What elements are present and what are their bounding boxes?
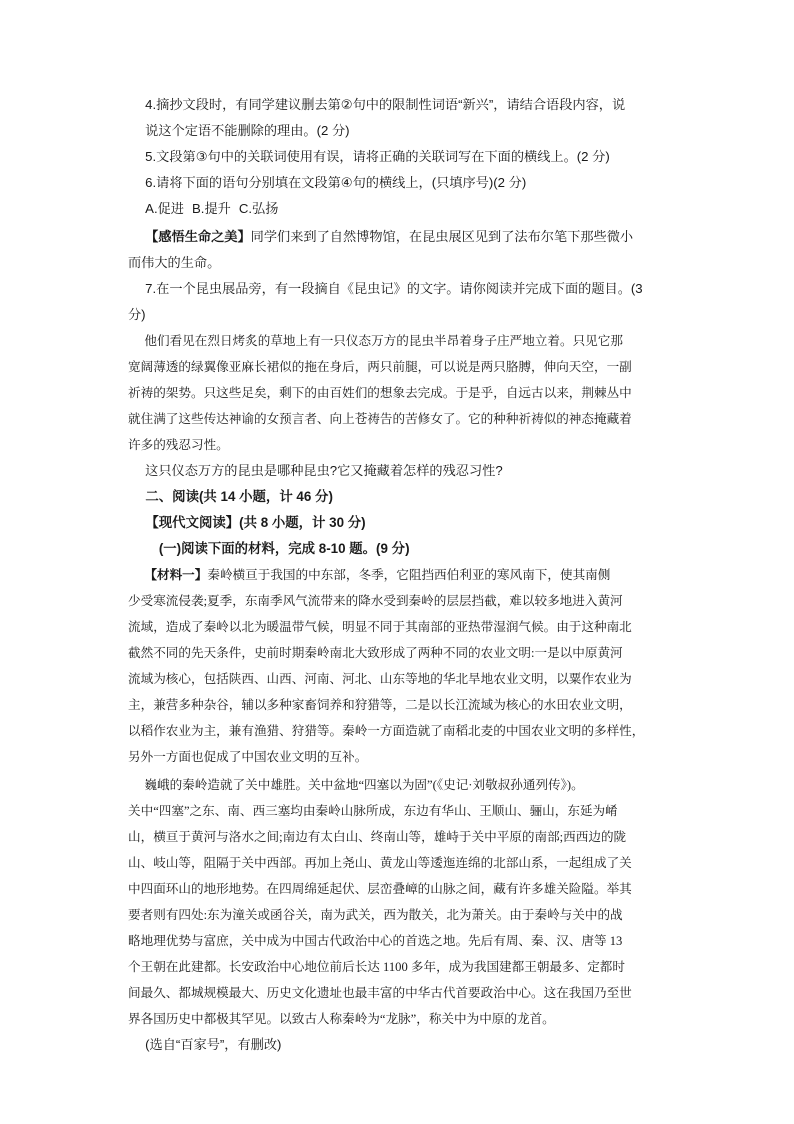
- material1-p2-line7: 略地理优势与富庶，关中成为中国古代政治中心的首选之地。先后有周、秦、汉、唐等 13: [128, 934, 623, 948]
- material1-p2-line6: 要者则有四处:东为潼关或函谷关，南为武关，西为散关，北为萧关。由于秦岭与关中的战: [128, 908, 623, 922]
- insect-passage-line2: 宽阔薄透的绿翼像亚麻长裙似的拖在身后，两只前腿，可以说是两只胳膊，伸向天空，一副: [128, 360, 632, 374]
- material1-line4: 截然不同的先天条件，史前时期秦岭南北大致形成了两种不同的农业文明:一是以中原黄河: [128, 646, 623, 660]
- insect-question: 这只仪态万方的昆虫是哪种昆虫?它又掩藏着怎样的残忍习性?: [145, 463, 503, 478]
- page-content: [128, 92, 668, 1058]
- insect-passage-line4: 就住满了这些传达神谕的女预言者、向上苍祷告的苦修女了。它的种种祈祷似的神态掩藏着: [128, 412, 632, 426]
- material1-label: 【材料一】: [144, 568, 208, 582]
- material1-p2-line9: 间最久、都城规模最大、历史文化遗址也最丰富的中华古代首要政治中心。这在我国乃至世: [128, 986, 632, 1000]
- section-life-text: 同学们来到了自然博物馆，在昆虫展区见到了法布尔笔下那些微小: [250, 229, 634, 244]
- question-5: 5.文段第③句中的关联词使用有误，请将正确的关联词写在下面的横线上。(2 分): [145, 149, 610, 164]
- insect-passage-line5: 许多的残忍习性。: [128, 438, 229, 452]
- section-life-line1: [128, 224, 668, 250]
- modern-reading-heading: 【现代文阅读】(共 8 小题，计 30 分): [145, 515, 366, 530]
- material1-p2-line10: 界各国历史中都极其罕见。以致古人称秦岭为“龙脉”，称关中为中原的龙首。: [128, 1012, 555, 1026]
- insect-passage-line1: 他们看见在烈日烤炙的草地上有一只仪态万方的昆虫半昂着身子庄严地立着。只见它那: [144, 334, 623, 348]
- insect-passage-line3: 祈祷的架势。只这些足矣，剩下的由百姓们的想象去完成。于是乎，自远古以来，荆棘丛中: [128, 386, 632, 400]
- question-7-line2: 分): [128, 307, 146, 322]
- material1-p2-line2: 关中“四塞”之东、南、西三塞均由秦岭山脉所成，东边有华山、王顺山、骊山，东延为崤: [128, 804, 618, 818]
- section-life-label: 【感悟生命之美】: [145, 229, 251, 244]
- question-4-line1: 4.摘抄文段时，有同学建议删去第②句中的限制性词语“新兴”，请结合语段内容，说: [145, 97, 626, 112]
- section-life-line2: 而伟大的生命。: [128, 255, 221, 270]
- material1-line3: 流域，造成了秦岭以北为暖温带气候，明显不同于其南部的亚热带湿润气候。由于这种南北: [128, 620, 632, 634]
- option-a: A.促进: [145, 201, 184, 216]
- question-4-line2: 说这个定语不能删除的理由。(2 分): [145, 123, 350, 138]
- option-b: B.提升: [192, 201, 231, 216]
- material1-line8: 另外一方面也促成了中国农业文明的互补。: [128, 750, 368, 764]
- part2-heading: 二、阅读(共 14 小题，计 46 分): [145, 489, 333, 504]
- subsection-1-heading: (一)阅读下面的材料，完成 8-10 题。(9 分): [158, 541, 410, 556]
- material1-line5: 流域为核心，包括陕西、山西、河南、河北、山东等地的华北旱地农业文明，以粟作农业为: [128, 672, 632, 686]
- material1-text: 秦岭横亘于我国的中东部，冬季，它阻挡西伯利亚的寒风南下，使其南侧: [207, 568, 611, 582]
- material1-line2: 少受寒流侵袭;夏季，东南季风气流带来的降水受到秦岭的层层挡截，难以较多地进入黄河: [128, 594, 623, 608]
- material1-p2-line8: 个王朝在此建都。长安政治中心地位前后长达 1100 多年，成为我国建都王朝最多、定都时: [128, 960, 625, 974]
- material1-line6: 主，兼营多种杂谷，辅以多种家畜饲养和狩猎等，二是以长江流域为核心的水田农业文明，: [128, 698, 632, 712]
- material1-p2-line5: 中四面环山的地形地势。在四周绵延起伏、层峦叠嶂的山脉之间，藏有许多雄关险隘。举其: [128, 882, 632, 896]
- material1-line7: 以稻作农业为主，兼有渔猎、狩猎等。秦岭一方面造就了南稻北麦的中国农业文明的多样性，: [128, 724, 645, 738]
- question-7-line1: 7.在一个昆虫展品旁，有一段摘自《昆虫记》的文字。请你阅读并完成下面的题目。(3: [145, 281, 643, 296]
- source-note: (选自“百家号”，有删改): [145, 1037, 282, 1052]
- material1-p2-line3: 山，横亘于黄河与洛水之间;南边有太白山、终南山等，雄峙于关中平原的南部;西西边的陇: [128, 830, 627, 844]
- material1-p2-line4: 山、岐山等，阻隔于关中西部。再加上尧山、黄龙山等逶迤连绵的北部山系，一起组成了关: [128, 856, 632, 870]
- question-6-options: [128, 196, 668, 222]
- material1-line1: [128, 562, 668, 588]
- option-c: C.弘扬: [238, 201, 279, 216]
- material1-p2-line1: 巍峨的秦岭造就了关中雄胜。关中盆地“四塞以为固”(《史记·刘敬叔孙通列传》)。: [144, 778, 584, 792]
- question-6: 6.请将下面的语句分别填在文段第④句的横线上，(只填序号)(2 分): [145, 175, 527, 190]
